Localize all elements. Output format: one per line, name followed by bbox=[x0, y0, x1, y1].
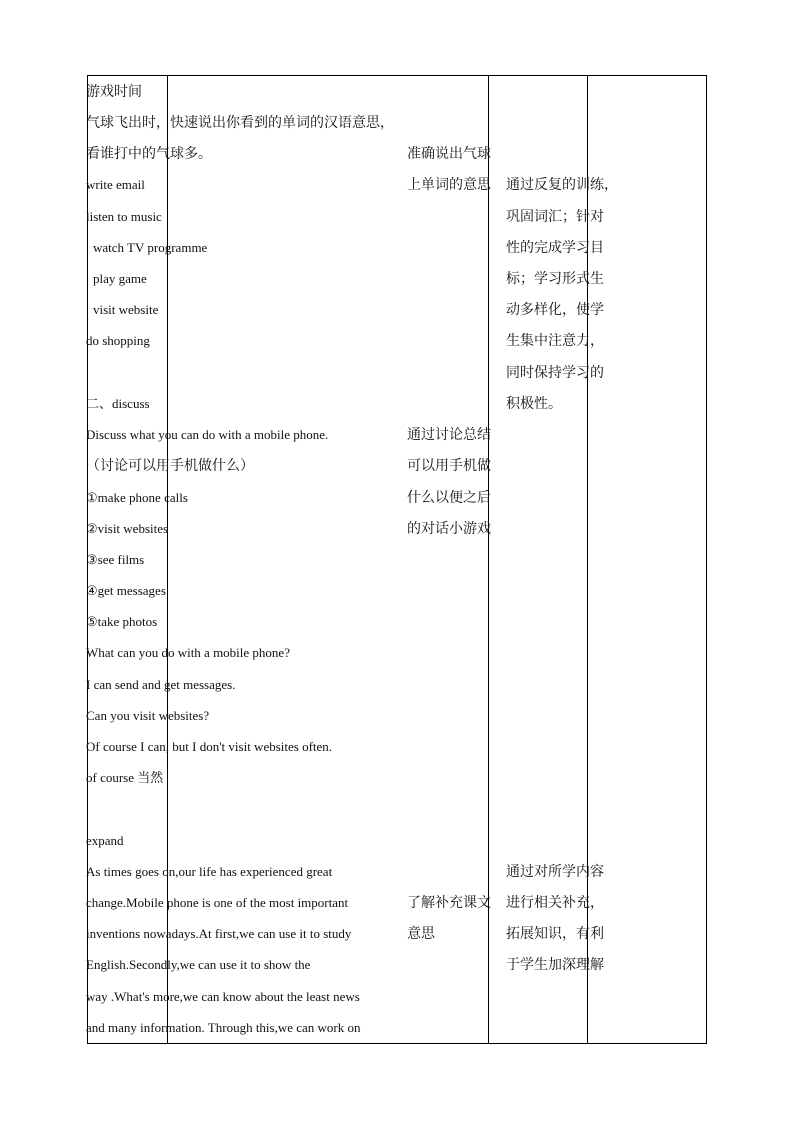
activity-line: 看谁打中的气球多。 bbox=[86, 146, 212, 162]
intent-text: 通过对所学内容 bbox=[506, 864, 604, 880]
activity-line: way .What's more,we can know about the least news bbox=[86, 989, 360, 1004]
activity-line: I can send and get messages. bbox=[86, 677, 236, 692]
intent-text: 同时保持学习的 bbox=[506, 365, 604, 381]
activity-line: Can you visit websites? bbox=[86, 708, 210, 723]
activity-line: visit website bbox=[93, 302, 159, 317]
activity-line: As times goes on,our life has experienced great bbox=[86, 864, 333, 879]
student-text: 可以用手机做 bbox=[407, 458, 491, 474]
activity-line: watch TV programme bbox=[93, 240, 208, 255]
student-text: 上单词的意思 bbox=[407, 177, 491, 193]
activity-heading: expand bbox=[86, 833, 124, 848]
student-text: 什么以便之后 bbox=[407, 490, 491, 506]
intent-text: 拓展知识，有利 bbox=[506, 926, 604, 942]
student-text: 通过讨论总结 bbox=[407, 427, 491, 443]
activity-line: inventions nowadays.At first,we can use it to study bbox=[86, 926, 352, 941]
activity-line: Of course I can, but I don't visit websites often. bbox=[86, 739, 333, 754]
intent-text: 性的完成学习目 bbox=[506, 240, 604, 256]
activity-line: Discuss what you can do with a mobile phone. bbox=[86, 427, 329, 442]
activity-line: and many information. Through this,we can work on bbox=[86, 1020, 361, 1035]
activity-line: ②visit websites bbox=[86, 521, 169, 536]
intent-text: 进行相关补充， bbox=[506, 895, 604, 911]
intent-text: 生集中注意力， bbox=[506, 333, 604, 349]
activity-line: ①make phone calls bbox=[86, 490, 188, 505]
intent-text: 动多样化，使学 bbox=[506, 302, 604, 318]
activity-line: ③see films bbox=[86, 552, 145, 567]
activity-line: write email bbox=[86, 177, 145, 192]
student-text: 准确说出气球 bbox=[407, 146, 491, 162]
activity-line: What can you do with a mobile phone? bbox=[86, 645, 290, 660]
intent-text: 于学生加深理解 bbox=[506, 957, 604, 973]
activity-line: of course 当然 bbox=[86, 770, 164, 785]
student-text: 的对话小游戏 bbox=[407, 521, 491, 537]
activity-line: ⑤take photos bbox=[86, 614, 158, 629]
intent-text: 巩固词汇；针对 bbox=[506, 209, 604, 225]
activity-line: （讨论可以用手机做什么） bbox=[86, 458, 254, 474]
activity-line: 气球飞出时，快速说出你看到的单词的汉语意思， bbox=[86, 115, 394, 131]
student-text: 了解补充课文 bbox=[407, 895, 491, 911]
activity-line: do shopping bbox=[86, 333, 150, 348]
intent-text: 标；学习形式生 bbox=[506, 271, 604, 287]
intent-text: 积极性。 bbox=[506, 396, 562, 412]
student-text: 意思 bbox=[407, 926, 435, 942]
activity-line: ④get messages bbox=[86, 583, 166, 598]
intent-text: 通过反复的训练， bbox=[506, 177, 618, 193]
activity-line: 游戏时间 bbox=[86, 84, 142, 100]
activity-line: listen to music bbox=[86, 209, 162, 224]
activity-line: play game bbox=[93, 271, 147, 286]
activity-heading: 二、discuss bbox=[86, 396, 150, 411]
activity-line: English.Secondly,we can use it to show the bbox=[86, 957, 311, 972]
activity-line: change.Mobile phone is one of the most important bbox=[86, 895, 349, 910]
